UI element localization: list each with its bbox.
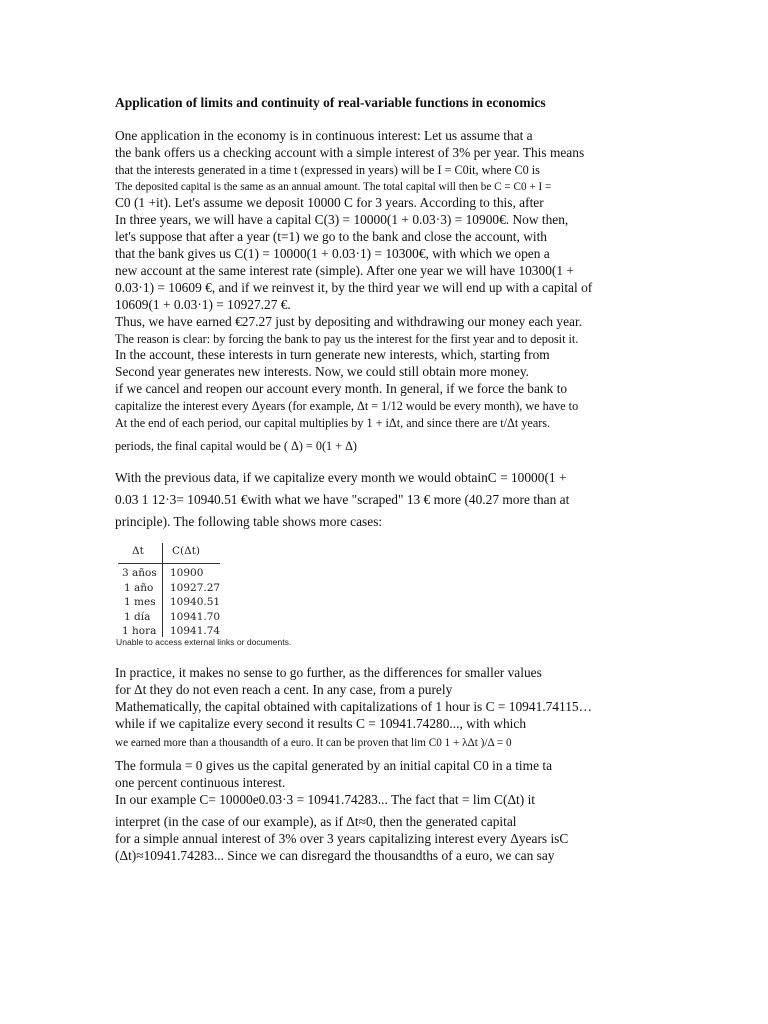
text-line: In practice, it makes no sense to go further, as the differences for smaller values: [115, 665, 542, 680]
table-header: [118, 543, 220, 564]
table-row: [118, 567, 298, 582]
text-line: for a simple annual interest of 3% over 3 years capitalizing interest every Δyears isC: [115, 831, 569, 846]
text-line: for Δt they do not even reach a cent. In any case, from a purely: [115, 682, 453, 697]
table-cell: 10940.51: [170, 596, 221, 608]
text-line: let's suppose that after a year (t=1) we go to the bank and close the account, with: [115, 229, 547, 244]
text-line: one percent continuous interest.: [115, 775, 286, 790]
table-row: [118, 611, 298, 626]
text-line: the bank offers us a checking account with a simple interest of 3% per year. This means: [115, 145, 585, 160]
table-header-cell: C(Δt): [172, 545, 201, 557]
formula-line: In our example C= 10000e0.03·3 = 10941.74283... The fact that = lim C(Δt) it: [115, 792, 536, 807]
text-line: (Δt)≈10941.74283... Since we can disregard the thousandths of a euro, we can say: [115, 848, 555, 863]
formula-line: periods, the final capital would be ( Δ) = 0(1 + Δ): [115, 439, 357, 453]
text-line: Mathematically, the capital obtained with capitalizations of 1 hour is C = 10941.74115…: [115, 699, 592, 714]
text-line: that the interests generated in a time t (expressed in years) will be I = C0it, where C0 is: [115, 163, 540, 177]
table-cell: 10941.74: [170, 625, 221, 637]
text-line: In the account, these interests in turn generate new interests, which, starting from: [115, 347, 550, 362]
table-row: [118, 596, 298, 611]
table-cell: 1 año: [124, 581, 154, 594]
text-line: 10609(1 + 0.03·1) = 10927.27 €.: [115, 297, 291, 312]
text-line: In three years, we will have a capital C(3) = 10000(1 + 0.03·3) = 10900€. Now then,: [115, 212, 569, 227]
text-line: One application in the economy is in continuous interest: Let us assume that a: [115, 128, 533, 143]
data-table: [118, 543, 298, 640]
text-line: At the end of each period, our capital multiplies by 1 + iΔt, and since there are t/Δt years.: [115, 416, 551, 430]
text-line: principle). The following table shows more cases:: [115, 514, 383, 529]
table-cell: 10927.27: [170, 581, 221, 594]
table-header-cell: Δt: [132, 545, 144, 557]
table-cell: 1 día: [124, 610, 151, 623]
text-line: while if we capitalize every second it results C = 10941.74280..., with which: [115, 716, 527, 731]
table-cell: 1 hora: [122, 625, 157, 637]
table-cell: 1 mes: [124, 596, 156, 608]
formula-line: 0.03 1 12·3= 10940.51 €with what we have "scraped" 13 € more (40.27 more than at: [115, 492, 570, 507]
table-cell: 10941.70: [170, 610, 221, 623]
text-line: Thus, we have earned €27.27 just by depositing and withdrawing our money each year.: [115, 314, 583, 329]
text-line: that the bank gives us C(1) = 10000(1 + 0.03·1) = 10300€, with which we open a: [115, 246, 550, 261]
text-line: interpret (in the case of our example), as if Δt≈0, then the generated capital: [115, 814, 517, 829]
table-cell: 10900: [170, 567, 204, 579]
table-row: [118, 582, 298, 597]
document-title: Application of limits and continuity of real-variable functions in economics: [115, 95, 546, 110]
table-caption: Unable to access external links or documents.: [116, 637, 292, 647]
formula-line: we earned more than a thousandth of a euro. It can be proven that lim C0 1 + λΔt )/Δ = 0: [115, 737, 512, 749]
text-line: The reason is clear: by forcing the bank to pay us the interest for the first year and to deposit it.: [115, 332, 579, 346]
text-line: if we cancel and reopen our account every month. In general, if we force the bank to: [115, 381, 568, 396]
text-line: With the previous data, if we capitalize every month we would obtainC = 10000(1 +: [115, 470, 567, 485]
text-line: The deposited capital is the same as an annual amount. The total capital will then be C = C0 + I =: [115, 181, 552, 193]
text-line: 0.03·1) = 10609 €, and if we reinvest it, by the third year we will end up with a capital of: [115, 280, 593, 295]
text-line: capitalize the interest every Δyears (for example, Δt = 1/12 would be every month), we have to: [115, 399, 579, 413]
text-line: Second year generates new interests. Now, we could still obtain more money.: [115, 364, 529, 379]
text-line: C0 (1 +it). Let's assume we deposit 10000 C for 3 years. According to this, after: [115, 195, 544, 210]
text-line: new account at the same interest rate (simple). After one year we will have 10300(1 +: [115, 263, 574, 278]
formula-line: The formula = 0 gives us the capital generated by an initial capital C0 in a time ta: [115, 758, 553, 773]
table-cell: 3 años: [122, 567, 157, 579]
